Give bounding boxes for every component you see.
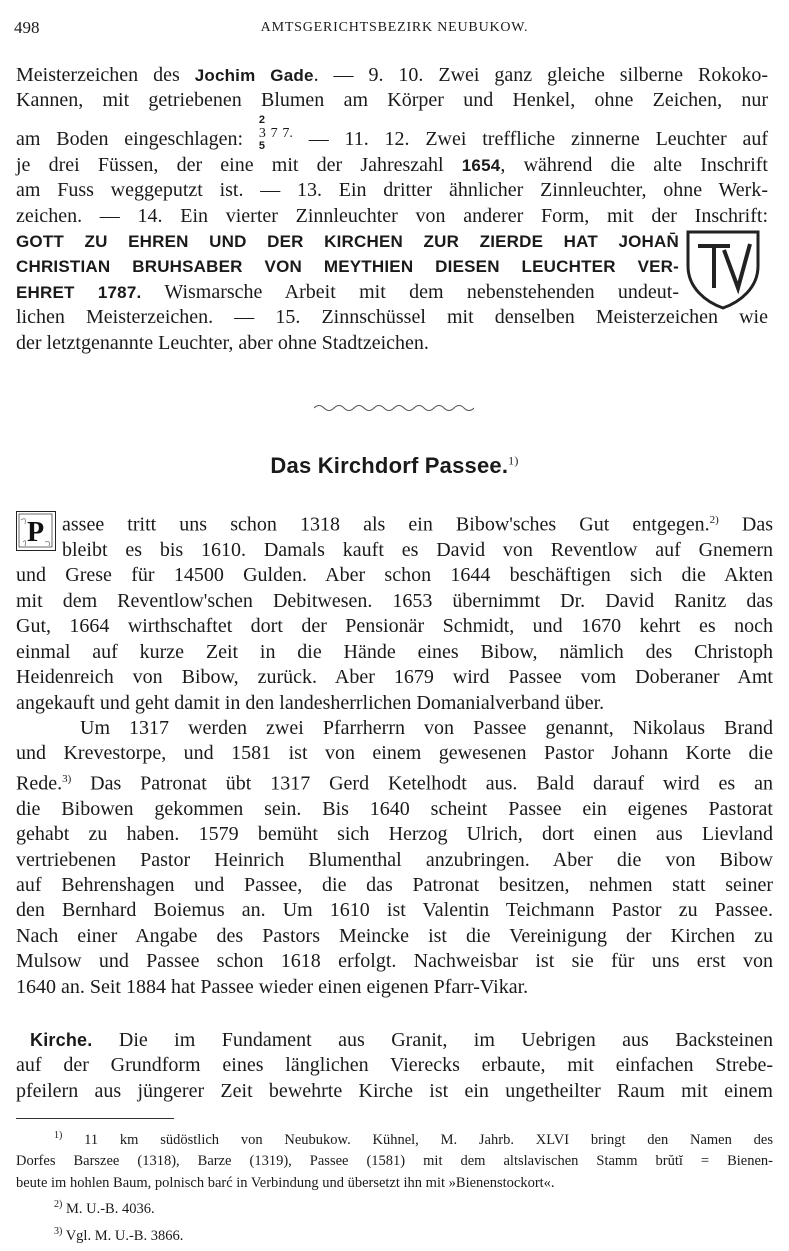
masters-mark-icon — [680, 226, 766, 312]
subsection-label: Kirche. — [30, 1030, 93, 1050]
footnote: $^{1)}$ 11 km südöstlich von Neubukow. Kühnel, M. Jahrb. XLVI bringt den Namen des — [54, 1130, 773, 1148]
text-line: Gut, 1664 wirthschaftet dort der Pensionär Schmidt, und 1670 kehrt es noch — [16, 615, 773, 638]
svg-text:P: P — [26, 517, 45, 548]
year: 1654 — [461, 155, 501, 175]
section-title: Das Kirchdorf Passee.$^{1)}$ — [270, 453, 519, 478]
footnote-ref: 2) — [709, 514, 719, 526]
text-line: und Krevestorpe, und 1581 ist von einem gewesenen Pastor Johann Korte die — [16, 742, 773, 765]
text-line: Rede.$^{3)}$ Das Patronat übt 1317 Gerd Ketelhodt aus. Bald darauf wird es an — [16, 772, 773, 795]
text-line: Heidenreich von Bibow, zurück. Aber 1679 wird Passee vom Doberaner Amt — [16, 666, 773, 689]
text-line: der letztgenannte Leuchter, aber ohne Stadtzeichen. — [16, 331, 429, 354]
text-line: EHRET 1787. Wismarsche Arbeit mit dem nebenstehenden undeut- — [16, 280, 679, 303]
footnote-rule — [16, 1118, 174, 1119]
maker-name: Jochim Gade — [194, 66, 314, 85]
inventory-text — [16, 63, 768, 356]
history-text — [16, 508, 773, 1000]
text-line: einmal auf kurze Zeit in die Hände eines Bibow, nämlich des Christoph — [16, 640, 773, 663]
running-title: AMTSGERICHTSBEZIRK NEUBUKOW. — [260, 20, 529, 35]
text-line: Meisterzeichen des Jochim Gade. — 9. 10. Zwei ganz gleiche silberne Rokoko- — [16, 64, 769, 86]
page-number: 498 — [14, 18, 40, 37]
text-line: lichen Meisterzeichen. — 15. Zinnschüssel mit denselben Meisterzeichen wie — [16, 306, 768, 329]
text-line: Kannen, mit getriebenen Blumen am Körper und Henkel, ohne Zeichen, nur — [16, 89, 768, 112]
running-head — [14, 17, 775, 39]
inscription-line: CHRISTIAN BRUHSABER VON MEYTHIEN DIESEN LEUCHTER VER- — [16, 257, 679, 277]
text-line: den Bernhard Boiemus an. Um 1610 ist Valentin Teichmann Pastor zu Passee. — [16, 899, 773, 922]
text-line: vertriebenen Pastor Heinrich Blumenthal anzubringen. Aber die von Bibow — [16, 848, 773, 871]
text-line: zeichen. — 14. Ein vierter Zinnleuchter von anderer Form, mit der Inschrift: — [16, 204, 768, 227]
text-line: assee tritt uns schon 1318 als ein Bibow'sches Gut entgegen.$^{2)}$ Das — [62, 513, 773, 536]
text-line: Um 1317 werden zwei Pfarrherrn von Passee genannt, Nikolaus Brand — [80, 716, 773, 739]
text-line: Nach einer Angabe des Pastors Meincke ist die Vereinigung der Kirchen zu — [16, 924, 773, 947]
hallmark-fraction: 2 3 7 7. 5 — [258, 113, 293, 152]
text-line: auf Behrenshagen und Passee, die das Patronat besitzen, nehmen statt seiner — [16, 874, 773, 896]
church-text — [16, 1028, 773, 1104]
inscription-line: GOTT ZU EHREN UND DER KIRCHEN ZUR ZIERDE HAT JOHAN̄ — [16, 232, 679, 252]
footnote-line: Dorfes Barszee (1318), Barze (1319), Passee (1581) mit dem altslavischen Stamm brŭtĭ = Bienen- — [16, 1153, 773, 1170]
text-line: am Boden eingeschlagen: 2 3 7 7. 5 — 11. 12. Zwei treffliche zinnerne Leuchter auf — [16, 113, 768, 152]
footnote: $^{2)}$ M. U.-B. 4036. — [54, 1199, 155, 1218]
footnote-ref: 3) — [62, 772, 72, 785]
text-line: Mulsow und Passee schon 1618 erfolgt. Nachweisbar ist sie für uns erst von — [16, 950, 773, 973]
footnote: $^{3)}$ Vgl. M. U.-B. 3866. — [54, 1225, 184, 1244]
dropcap-initial — [16, 511, 56, 551]
footnote-ref: 1) — [508, 453, 519, 468]
wave-ornament-icon — [314, 402, 474, 412]
text-line: mit dem Reventlow'schen Debitwesen. 1653 übernimmt Dr. David Ranitz das — [16, 589, 773, 612]
text-line: am Fuss weggeputzt ist. — 13. Ein dritter ähnlicher Zinnleuchter, ohne Werk- — [16, 179, 768, 202]
text-line: die Bibowen gekommen sein. Bis 1640 scheint Passee ein eigenes Pastorat — [16, 797, 773, 820]
text-line: bleibt es bis 1610. Damals kauft es David von Reventlow auf Gnemern — [62, 539, 773, 562]
text-line: Kirche. Die im Fundament aus Granit, im Uebrigen aus Backsteinen — [30, 1029, 773, 1051]
text-line: pfeilern aus jüngerer Zeit bewehrte Kirche ist ein ungetheilter Raum mit einem — [16, 1079, 773, 1102]
text-line: gehabt zu haben. 1579 bemüht sich Herzog Ulrich, dort einen aus Lievland — [16, 823, 773, 846]
ornamental-p-icon — [17, 512, 54, 549]
text-line: 1640 an. Seit 1884 hat Passee wieder einen eigenen Pfarr-Vikar. — [16, 975, 529, 998]
inscription-block — [16, 229, 768, 305]
footnotes — [16, 1125, 773, 1247]
footnote-line: beute im hohlen Baum, polnisch barć in Verbindung und übersetzt ihn mit »Bienenstockort«. — [16, 1174, 555, 1191]
text-line: auf der Grundform eines länglichen Vierecks erbaute, mit einfachen Strebe- — [16, 1054, 773, 1077]
text-line: und Grese für 14500 Gulden. Aber schon 1644 beschäftigen sich die Akten — [16, 564, 773, 587]
text-line: angekauft und geht damit in den landesherrlichen Domanialverband über. — [16, 691, 605, 714]
text-line: je drei Füssen, der eine mit der Jahreszahl 1654, während die alte Inschrift — [16, 153, 768, 176]
